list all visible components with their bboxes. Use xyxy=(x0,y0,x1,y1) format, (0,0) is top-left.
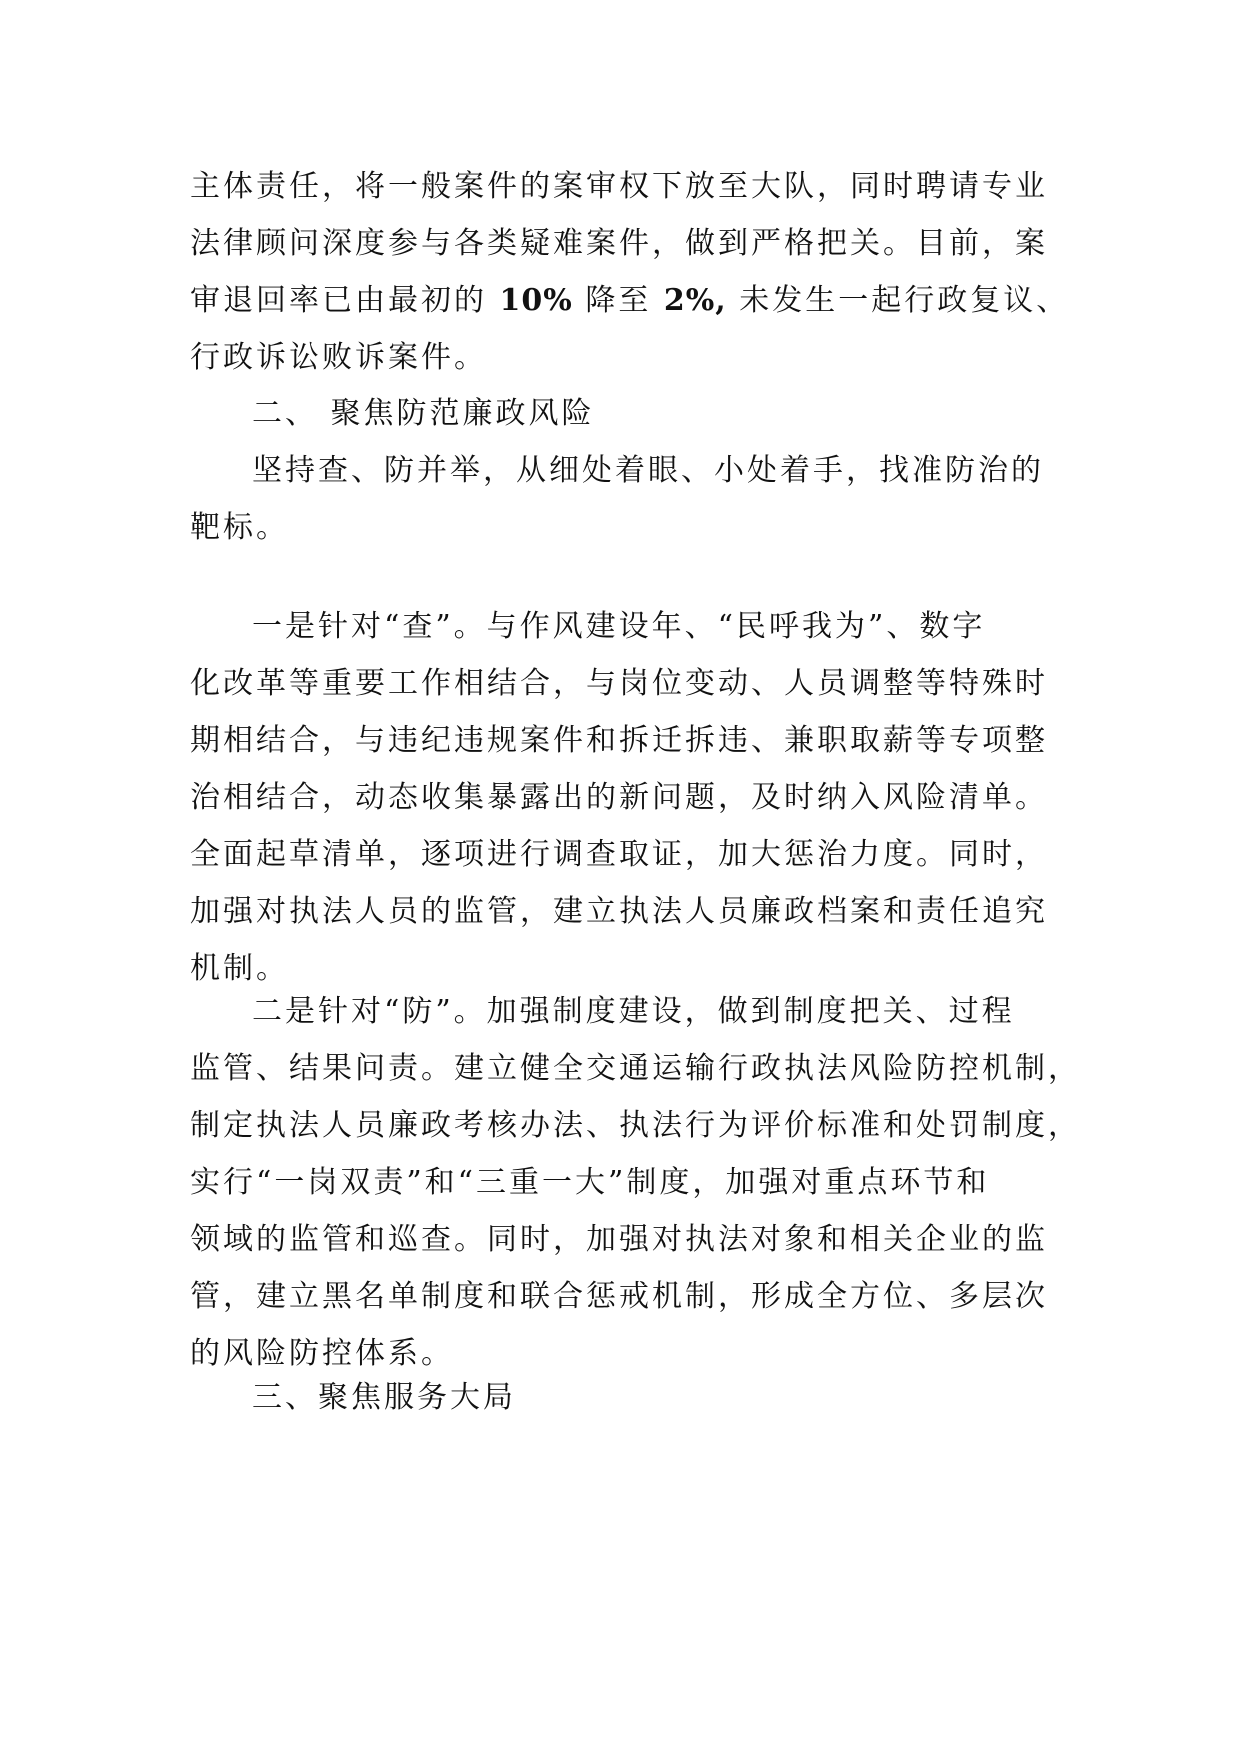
text-line: 法律顾问深度参与各类疑难案件，做到严格把关。目前，案 xyxy=(190,226,1048,261)
paragraph-intro xyxy=(190,442,1050,556)
heading-text: 三、聚焦服务大局 xyxy=(252,1380,516,1415)
text-line: 一是针对“查”。与作风建设年、“民呼我为”、数字 xyxy=(252,609,986,644)
rate-after: 2%, xyxy=(663,283,727,318)
text-line: 化改革等重要工作相结合，与岗位变动、人员调整等特殊时 xyxy=(190,666,1048,701)
heading-text: 二、 聚焦防范廉政风险 xyxy=(252,396,595,431)
text-line: 领域的监管和巡查。同时，加强对执法对象和相关企业的监 xyxy=(190,1222,1048,1257)
text-line: 加强对执法人员的监管，建立执法人员廉政档案和责任追究 xyxy=(190,894,1048,929)
text-segment: 审退回率已由最初的 xyxy=(190,283,500,318)
text-segment: 降至 xyxy=(572,283,664,318)
text-line: 制定执法人员廉政考核办法、执法行为评价标准和处罚制度， xyxy=(190,1108,1081,1143)
text-line xyxy=(190,272,1070,329)
text-line: 的风险防控体系。 xyxy=(190,1336,454,1371)
text-line: 主体责任，将一般案件的案审权下放至大队，同时聘请专业 xyxy=(190,169,1048,204)
section-heading-3 xyxy=(190,1369,1050,1426)
section-heading-2 xyxy=(190,385,1050,442)
text-line: 机制。 xyxy=(190,951,289,986)
text-line: 全面起草清单，逐项进行调查取证，加大惩治力度。同时， xyxy=(190,837,1048,872)
text-line: 治相结合，动态收集暴露出的新问题，及时纳入风险清单。 xyxy=(190,780,1048,815)
text-line: 实行“一岗双责”和“三重一大”制度，加强对重点环节和 xyxy=(190,1165,990,1200)
paragraph-investigate xyxy=(190,598,1050,997)
text-line: 坚持查、防并举，从细处着眼、小处着手，找准防治的 xyxy=(252,453,1044,488)
text-line: 监管、结果问责。建立健全交通运输行政执法风险防控机制， xyxy=(190,1051,1081,1086)
text-line: 管，建立黑名单制度和联合惩戒机制，形成全方位、多层次 xyxy=(190,1279,1048,1314)
text-line: 行政诉讼败诉案件。 xyxy=(190,340,487,375)
paragraph-prevent xyxy=(190,983,1081,1382)
text-segment: 未发生一起行政复议、 xyxy=(726,283,1070,318)
text-line: 二是针对“防”。加强制度建设，做到制度把关、过程 xyxy=(252,994,1015,1029)
text-line: 靶标。 xyxy=(190,510,289,545)
text-line: 期相结合，与违纪违规案件和拆迁拆违、兼职取薪等专项整 xyxy=(190,723,1048,758)
rate-before: 10% xyxy=(499,283,573,318)
paragraph-case-review xyxy=(190,158,1070,386)
